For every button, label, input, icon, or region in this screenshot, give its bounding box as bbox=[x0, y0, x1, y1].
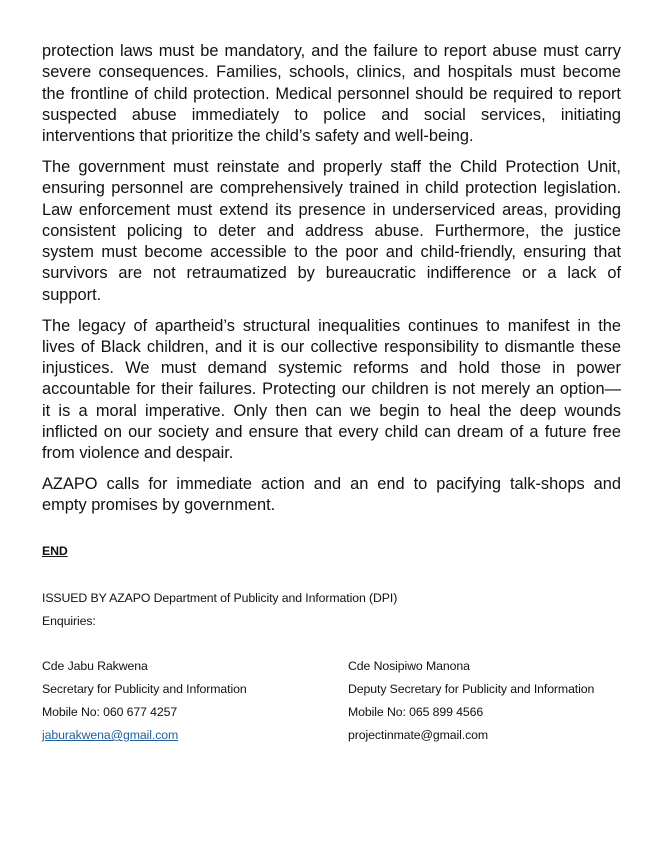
paragraph-line: AZAPO calls for immediate action and an end to pacifying talk-shops and bbox=[42, 475, 621, 494]
paragraph-line: system must become accessible to the poor and child-friendly, ensuring that bbox=[42, 243, 621, 262]
paragraph-line: injustices. We must demand systemic reforms and hold those in power bbox=[42, 359, 621, 378]
contact-title: Deputy Secretary for Publicity and Information bbox=[348, 682, 595, 696]
paragraph-line: lives of Black children, and it is our collective responsibility to dismantle these bbox=[42, 337, 621, 356]
paragraph-line: ensuring personnel are comprehensively trained in child protection legislation. bbox=[42, 179, 621, 198]
end-marker: END bbox=[42, 544, 68, 558]
contact-mobile: Mobile No: 060 677 4257 bbox=[42, 705, 178, 719]
paragraph-line: empty promises by government. bbox=[42, 496, 276, 515]
contact-mobile: Mobile No: 065 899 4566 bbox=[348, 705, 484, 719]
paragraph-line: the frontline of child protection. Medical personnel should be required to report bbox=[42, 84, 621, 103]
paragraph-line: consistent policing to deter and address abuse. Furthermore, the justice bbox=[42, 221, 621, 240]
paragraph bbox=[42, 41, 621, 147]
paragraph-line: suspected abuse immediately to police and social services, initiating bbox=[42, 105, 621, 124]
contact-email: projectinmate@gmail.com bbox=[348, 728, 489, 742]
paragraph-line: The government must reinstate and properly staff the Child Protection Unit, bbox=[42, 157, 621, 176]
paragraph bbox=[42, 316, 621, 465]
paragraph-line: from violence and despair. bbox=[42, 444, 234, 463]
paragraph-line: survivors are not retraumatized by bureaucratic indifference or a lack of bbox=[42, 264, 621, 283]
paragraph-line: accountable for their failures. Protecting our children is not merely an option— bbox=[42, 380, 621, 399]
contact-name: Cde Jabu Rakwena bbox=[42, 659, 148, 673]
contact-email-link[interactable]: jaburakwena@gmail.com bbox=[42, 728, 179, 742]
enquiries-label: Enquiries: bbox=[42, 614, 96, 628]
paragraph bbox=[42, 157, 621, 306]
paragraph-line: Law enforcement must extend its presence in underserviced areas, providing bbox=[42, 200, 621, 219]
paragraph-line: The legacy of apartheid’s structural inequalities continues to manifest in the bbox=[42, 316, 621, 335]
statement-body bbox=[42, 41, 621, 526]
paragraph bbox=[42, 474, 621, 517]
paragraph-line: inflicted on our society and ensure that every child can dream of a future free bbox=[42, 423, 621, 442]
contact-title: Secretary for Publicity and Information bbox=[42, 682, 247, 696]
paragraph-line: protection laws must be mandatory, and the failure to report abuse must carry bbox=[42, 42, 621, 60]
contact-name: Cde Nosipiwo Manona bbox=[348, 659, 470, 673]
paragraph-line: interventions that prioritize the child’s safety and well-being. bbox=[42, 127, 474, 146]
paragraph-line: severe consequences. Families, schools, clinics, and hospitals must become bbox=[42, 63, 621, 82]
paragraph-line: support. bbox=[42, 285, 102, 304]
issued-by: ISSUED BY AZAPO Department of Publicity and Information (DPI) bbox=[42, 591, 398, 605]
paragraph-line: it is a moral imperative. Only then can we begin to heal the deep wounds bbox=[42, 401, 621, 420]
